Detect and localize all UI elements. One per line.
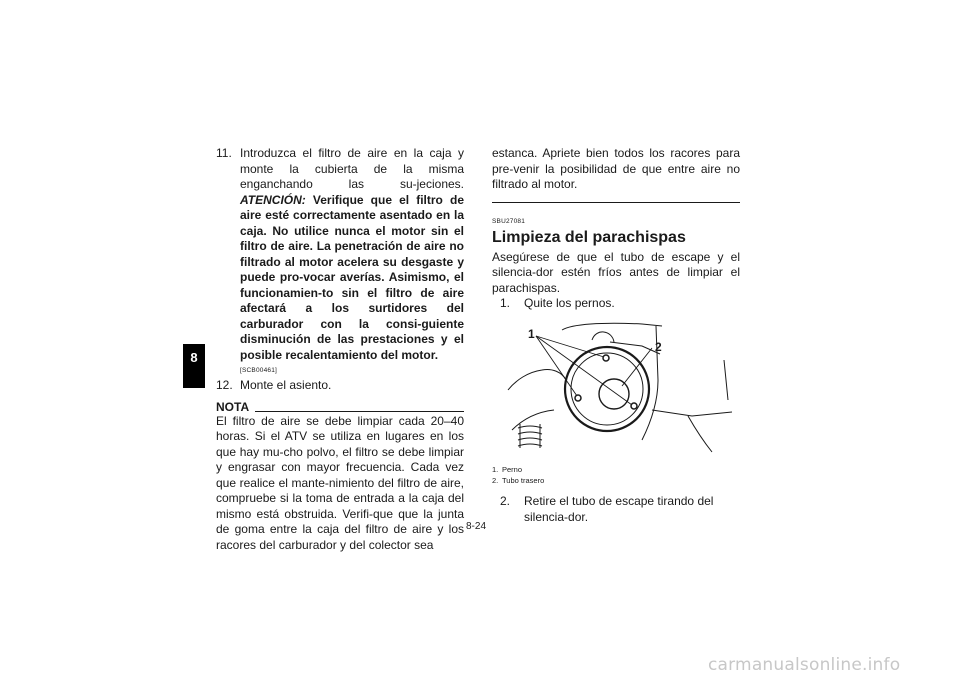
section-intro: Asegúrese de que el tubo de escape y el silencia-dor estén fríos antes de limpiar el parachispas.: [492, 249, 740, 295]
caution-text: Verifique que el filtro de aire esté correctamente asentado en la caja. No utilice nunca el motor sin el filtro de aire. La penetración de aire no filtrado al motor acelera su desgaste y puede pro-vocar averías. Asimismo, el funcionamien-to sin el filtro de aire afectará a los surtidores del carburador con la consi-guiente disminución de las prestaciones y el posible recalentamiento del motor.: [240, 192, 464, 362]
step-number: 11.: [216, 146, 232, 160]
watermark-link[interactable]: carmanualsonline.info: [708, 655, 901, 675]
step-2: [500, 494, 740, 525]
right-column: [492, 146, 740, 525]
section-title: Limpieza del parachispas: [492, 228, 686, 246]
callout-2: 2: [655, 339, 662, 354]
caution-label: ATENCIÓN:: [240, 192, 306, 207]
note-heading: [216, 401, 464, 414]
bolt-left: [575, 395, 581, 401]
step-12: [216, 378, 464, 394]
continuation-text: estanca. Apriete bien todos los racores para pre-venir la posibilidad de que entre aire no filtrado al motor.: [492, 146, 740, 191]
step-1: [500, 296, 740, 312]
caption-text: Tubo trasero: [502, 476, 545, 485]
caption-number: 1.: [492, 465, 499, 474]
caption-item: [492, 475, 740, 486]
chapter-tab: 8: [183, 344, 205, 388]
figure-caption: [492, 464, 740, 486]
section-code: SBU27081: [492, 217, 526, 225]
step-text: Retire el tubo de escape tirando del silencia-dor.: [524, 494, 714, 524]
step-number: 12.: [216, 378, 233, 392]
note-label: NOTA: [216, 399, 250, 414]
step-text: Monte el asiento.: [240, 378, 332, 392]
bolt-top: [603, 355, 609, 361]
step-text: Introduzca el filtro de aire en la caja y monte la cubierta de la misma enganchando las su-jeciones.: [240, 146, 464, 191]
page-number: 8-24: [466, 521, 487, 532]
step-text: Quite los pernos.: [524, 296, 615, 310]
step-number: 2.: [500, 494, 511, 508]
reference-code: [SCB00461]: [240, 367, 278, 374]
note-rule: [255, 411, 464, 412]
step-11: [216, 146, 464, 376]
caption-text: Perno: [502, 465, 523, 474]
step-number: 1.: [500, 296, 511, 310]
caption-number: 2.: [492, 476, 499, 485]
spark-arrester-figure: [492, 320, 740, 454]
section-divider: [492, 202, 740, 203]
callout-1: 1: [528, 326, 535, 341]
left-column: [216, 146, 464, 553]
caption-item: [492, 464, 740, 475]
bolt-right: [631, 403, 637, 409]
note-text: El filtro de aire se debe limpiar cada 20–40 horas. Si el ATV se utiliza en lugares en los que hay mu-cho polvo, el filtro se debe limpiar y engrasar con mayor frecuencia. Cada vez que realice el mante-nimiento del filtro de aire, compruebe si la toma de entrada a la caja del mismo está obstruida. Verifi-que que la junta de goma entre la caja del filtro de aire y los racores del carburador y del colector sea: [216, 413, 464, 552]
